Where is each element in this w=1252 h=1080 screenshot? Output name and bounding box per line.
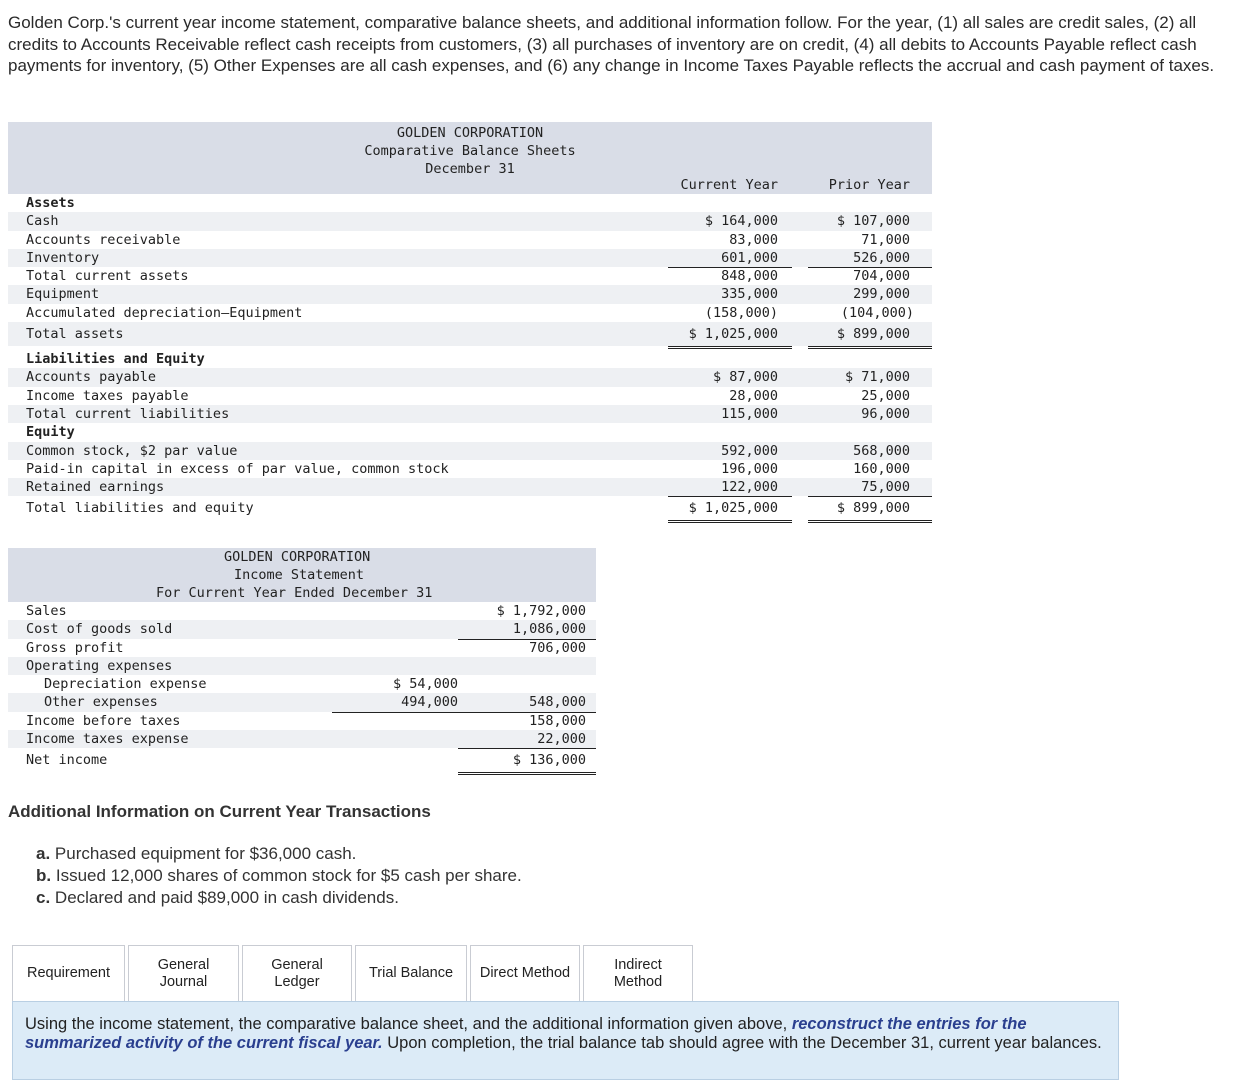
table-row: Net income $ 136,000	[8, 748, 596, 772]
table-row: Common stock, $2 par value 592,000 568,000	[8, 442, 932, 460]
table-row: Accounts payable $ 87,000 $ 71,000	[8, 368, 932, 386]
intro-text: Golden Corp.'s current year income statement, comparative balance sheets, and additional information follow. For the year, (1) all sales are credit sales, (2) all credits to Accounts Receivable reflect cash receipts from customers, (3) all purchases of inventory are on credit, (4) all debits to Accounts Payable reflect cash payments for inventory, (5) Other Expenses are all cash expenses, and (6) any change in Income Taxes Payable reflects the accrual and cash payment of taxes.	[8, 13, 1215, 75]
tab-bar	[12, 945, 696, 1001]
table-row: Inventory 601,000 526,000	[8, 249, 932, 267]
table-row: Paid-in capital in excess of par value, common stock 196,000 160,000	[26, 460, 910, 477]
equity-header-row: Equity	[26, 424, 75, 441]
additional-info-title: Additional Information on Current Year Transactions	[8, 802, 431, 821]
table-row: Total current assets 848,000 704,000	[26, 268, 910, 285]
instructions-panel: Using the income statement, the comparative balance sheet, and the additional information given above, reconstruct the entries for the summarized activity of the current fiscal year. Upon completion, the trial balance tab should agree with the December 31, current year balances.	[12, 1001, 1119, 1080]
table-row: Other expenses 494,000 548,000	[8, 693, 596, 711]
balance-sheet-header	[8, 122, 932, 194]
table-row: Retained earnings 122,000 75,000	[8, 478, 932, 496]
bs-subtitle: Comparative Balance Sheets	[364, 143, 576, 159]
table-row: Depreciation expense $ 54,000	[44, 676, 458, 693]
balance-sheet	[8, 122, 932, 520]
tab-requirement[interactable]: Requirement	[12, 945, 125, 1001]
tab-general-ledger[interactable]: General Ledger	[242, 945, 352, 1001]
instructions-emphasis: reconstruct the entries for the summarized activity of the current fiscal year.	[25, 1015, 1027, 1052]
table-row: Sales $ 1,792,000	[26, 603, 586, 619]
list-item: b. Issued 12,000 shares of common stock for $5 cash per share.	[36, 866, 522, 885]
is-period: For Current Year Ended December 31	[156, 585, 433, 601]
col-current-year: Current Year	[680, 177, 778, 193]
list-item: a. Purchased equipment for $36,000 cash.	[36, 844, 357, 863]
liabilities-header-row: Liabilities and Equity	[26, 351, 205, 368]
table-row: Operating expenses	[8, 657, 596, 675]
table-row: Income taxes expense 22,000	[8, 730, 596, 748]
table-row: Income before taxes 158,000	[26, 712, 586, 729]
bs-title: GOLDEN CORPORATION	[396, 125, 544, 141]
bs-date: December 31	[425, 161, 515, 177]
income-statement-header	[8, 548, 596, 602]
table-row: Total current liabilities 115,000 96,000	[8, 405, 932, 423]
additional-info-list	[36, 843, 522, 909]
table-row: Accumulated depreciation—Equipment (158,000) (104,000)	[8, 304, 932, 322]
table-row: Accounts receivable 83,000 71,000	[26, 231, 910, 248]
table-row: Cost of goods sold 1,086,000	[8, 620, 596, 638]
is-title: GOLDEN CORPORATION	[224, 549, 371, 565]
col-prior-year: Prior Year	[828, 177, 910, 193]
list-item: c. Declared and paid $89,000 in cash dividends.	[36, 888, 399, 907]
tab-direct-method[interactable]: Direct Method	[470, 945, 580, 1001]
tab-general-journal[interactable]: General Journal	[128, 945, 239, 1001]
table-row: Total assets $ 1,025,000 $ 899,000	[8, 322, 932, 346]
income-statement	[8, 548, 596, 772]
tab-trial-balance[interactable]: Trial Balance	[355, 945, 467, 1001]
tab-indirect-method[interactable]: Indirect Method	[583, 945, 693, 1001]
assets-header-row: Assets	[26, 195, 75, 211]
is-subtitle: Income Statement	[234, 567, 365, 583]
table-row: Equipment 335,000 299,000	[8, 285, 932, 303]
table-row: Gross profit 706,000	[26, 639, 586, 656]
table-row: Cash $ 164,000 $ 107,000	[8, 212, 932, 230]
table-row: Income taxes payable 28,000 25,000	[8, 387, 932, 405]
table-row: Total liabilities and equity $ 1,025,000 $ 899,000	[8, 496, 932, 520]
